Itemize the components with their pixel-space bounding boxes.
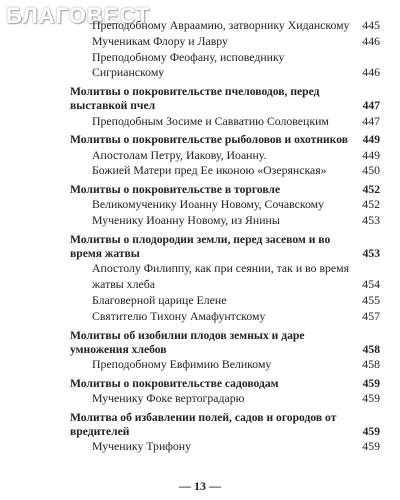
table-of-contents	[70, 18, 380, 455]
page-number: — 13 —	[179, 479, 221, 493]
section-title: Молитвы о плодородии земли, перед засевом и во время жатвы	[70, 232, 331, 261]
entry-title: Мученику Трифону	[92, 439, 192, 454]
toc-section-heading	[70, 133, 380, 147]
entry-title: Апостолу Филиппу, как при сеянии, так и во время жатвы хлеба	[92, 261, 350, 292]
page-number-ref: 458	[362, 342, 380, 356]
entry-title: Святителю Тихону Амафунтскому	[92, 308, 266, 323]
page-number-ref: 446	[362, 33, 380, 48]
entry-title: Благоверной царице Елене	[92, 292, 227, 307]
entry-title: Мученикам Флору и Лавру	[92, 33, 228, 48]
toc-entry	[70, 163, 380, 179]
entry-title: Апостолам Петру, Иакову, Иоанну.	[92, 147, 267, 162]
entry-title: Преподобным Зосиме и Савватию Соловецким	[92, 113, 329, 128]
toc-entry	[70, 197, 380, 213]
page-number-ref: 459	[362, 424, 380, 438]
page-number-ref: 447	[362, 99, 380, 113]
toc-entry	[70, 293, 380, 309]
toc-entry	[70, 391, 380, 407]
toc-section-heading	[70, 85, 380, 113]
page-number-ref: 458	[362, 356, 380, 371]
entry-title: Преподобному Феофану, исповеднику Сигрианскому	[92, 49, 285, 80]
page-number-ref: 454	[362, 277, 380, 292]
page-number-ref: 459	[362, 390, 380, 405]
section-title: Молитвы о покровительстве рыболовов и охотников	[70, 133, 348, 147]
toc-entry	[70, 213, 380, 229]
entry-title: Великомученику Иоанну Новому, Сочавскому	[92, 197, 325, 212]
section-title: Молитвы о покровительстве садоводам	[70, 376, 279, 390]
toc-entry	[70, 309, 380, 325]
toc-entry	[70, 18, 380, 34]
toc-section-heading	[70, 183, 380, 197]
section-title: Молитва об избавлении полей, садов и огородов от вредителей	[70, 410, 337, 438]
watermark-logo: БЛАГОВЕСТ	[6, 3, 151, 28]
page-number-ref: 445	[362, 18, 380, 32]
page-number-ref: 447	[362, 113, 380, 128]
entry-title: Преподобному Авраамию, затворнику Хиданскому	[92, 18, 350, 32]
page-number-ref: 453	[362, 247, 380, 261]
page-number-ref: 452	[362, 183, 380, 197]
entry-title: Мученику Иоанну Новому, из Янины	[92, 213, 280, 228]
toc-section-heading	[70, 233, 380, 261]
page-number-ref: 450	[362, 163, 380, 178]
toc-entry	[70, 50, 380, 82]
toc-entry	[70, 439, 380, 455]
page-number-ref: 459	[362, 376, 380, 390]
entry-title: Божией Матери пред Ее иконою «Озерянская»	[92, 163, 327, 178]
page-number-ref: 449	[362, 133, 380, 147]
toc-entry	[70, 148, 380, 164]
section-title: Молитвы об изобилии плодов земных и даре умножения хлебов	[70, 328, 305, 356]
page-number-ref: 455	[362, 292, 380, 307]
toc-entry	[70, 357, 380, 373]
section-title: Молитвы о покровительстве пчеловодов, перед выставкой пчел	[70, 85, 320, 113]
toc-section-heading	[70, 377, 380, 391]
toc-entry	[70, 261, 380, 293]
page-number-ref: 452	[362, 197, 380, 212]
entry-title: Преподобному Евфимию Великому	[92, 356, 272, 371]
page-number-ref: 453	[362, 213, 380, 228]
section-title: Молитвы о покровительстве в торговле	[70, 183, 281, 197]
entry-title: Мученику Фоке вертоградарю	[92, 390, 245, 405]
page-number-ref: 459	[362, 439, 380, 454]
page-number-ref: 446	[362, 65, 380, 80]
page-number-ref: 457	[362, 308, 380, 323]
toc-section-heading	[70, 411, 380, 439]
toc-entry	[70, 34, 380, 50]
page-number-ref: 449	[362, 147, 380, 162]
toc-entry	[70, 114, 380, 130]
toc-section-heading	[70, 329, 380, 357]
